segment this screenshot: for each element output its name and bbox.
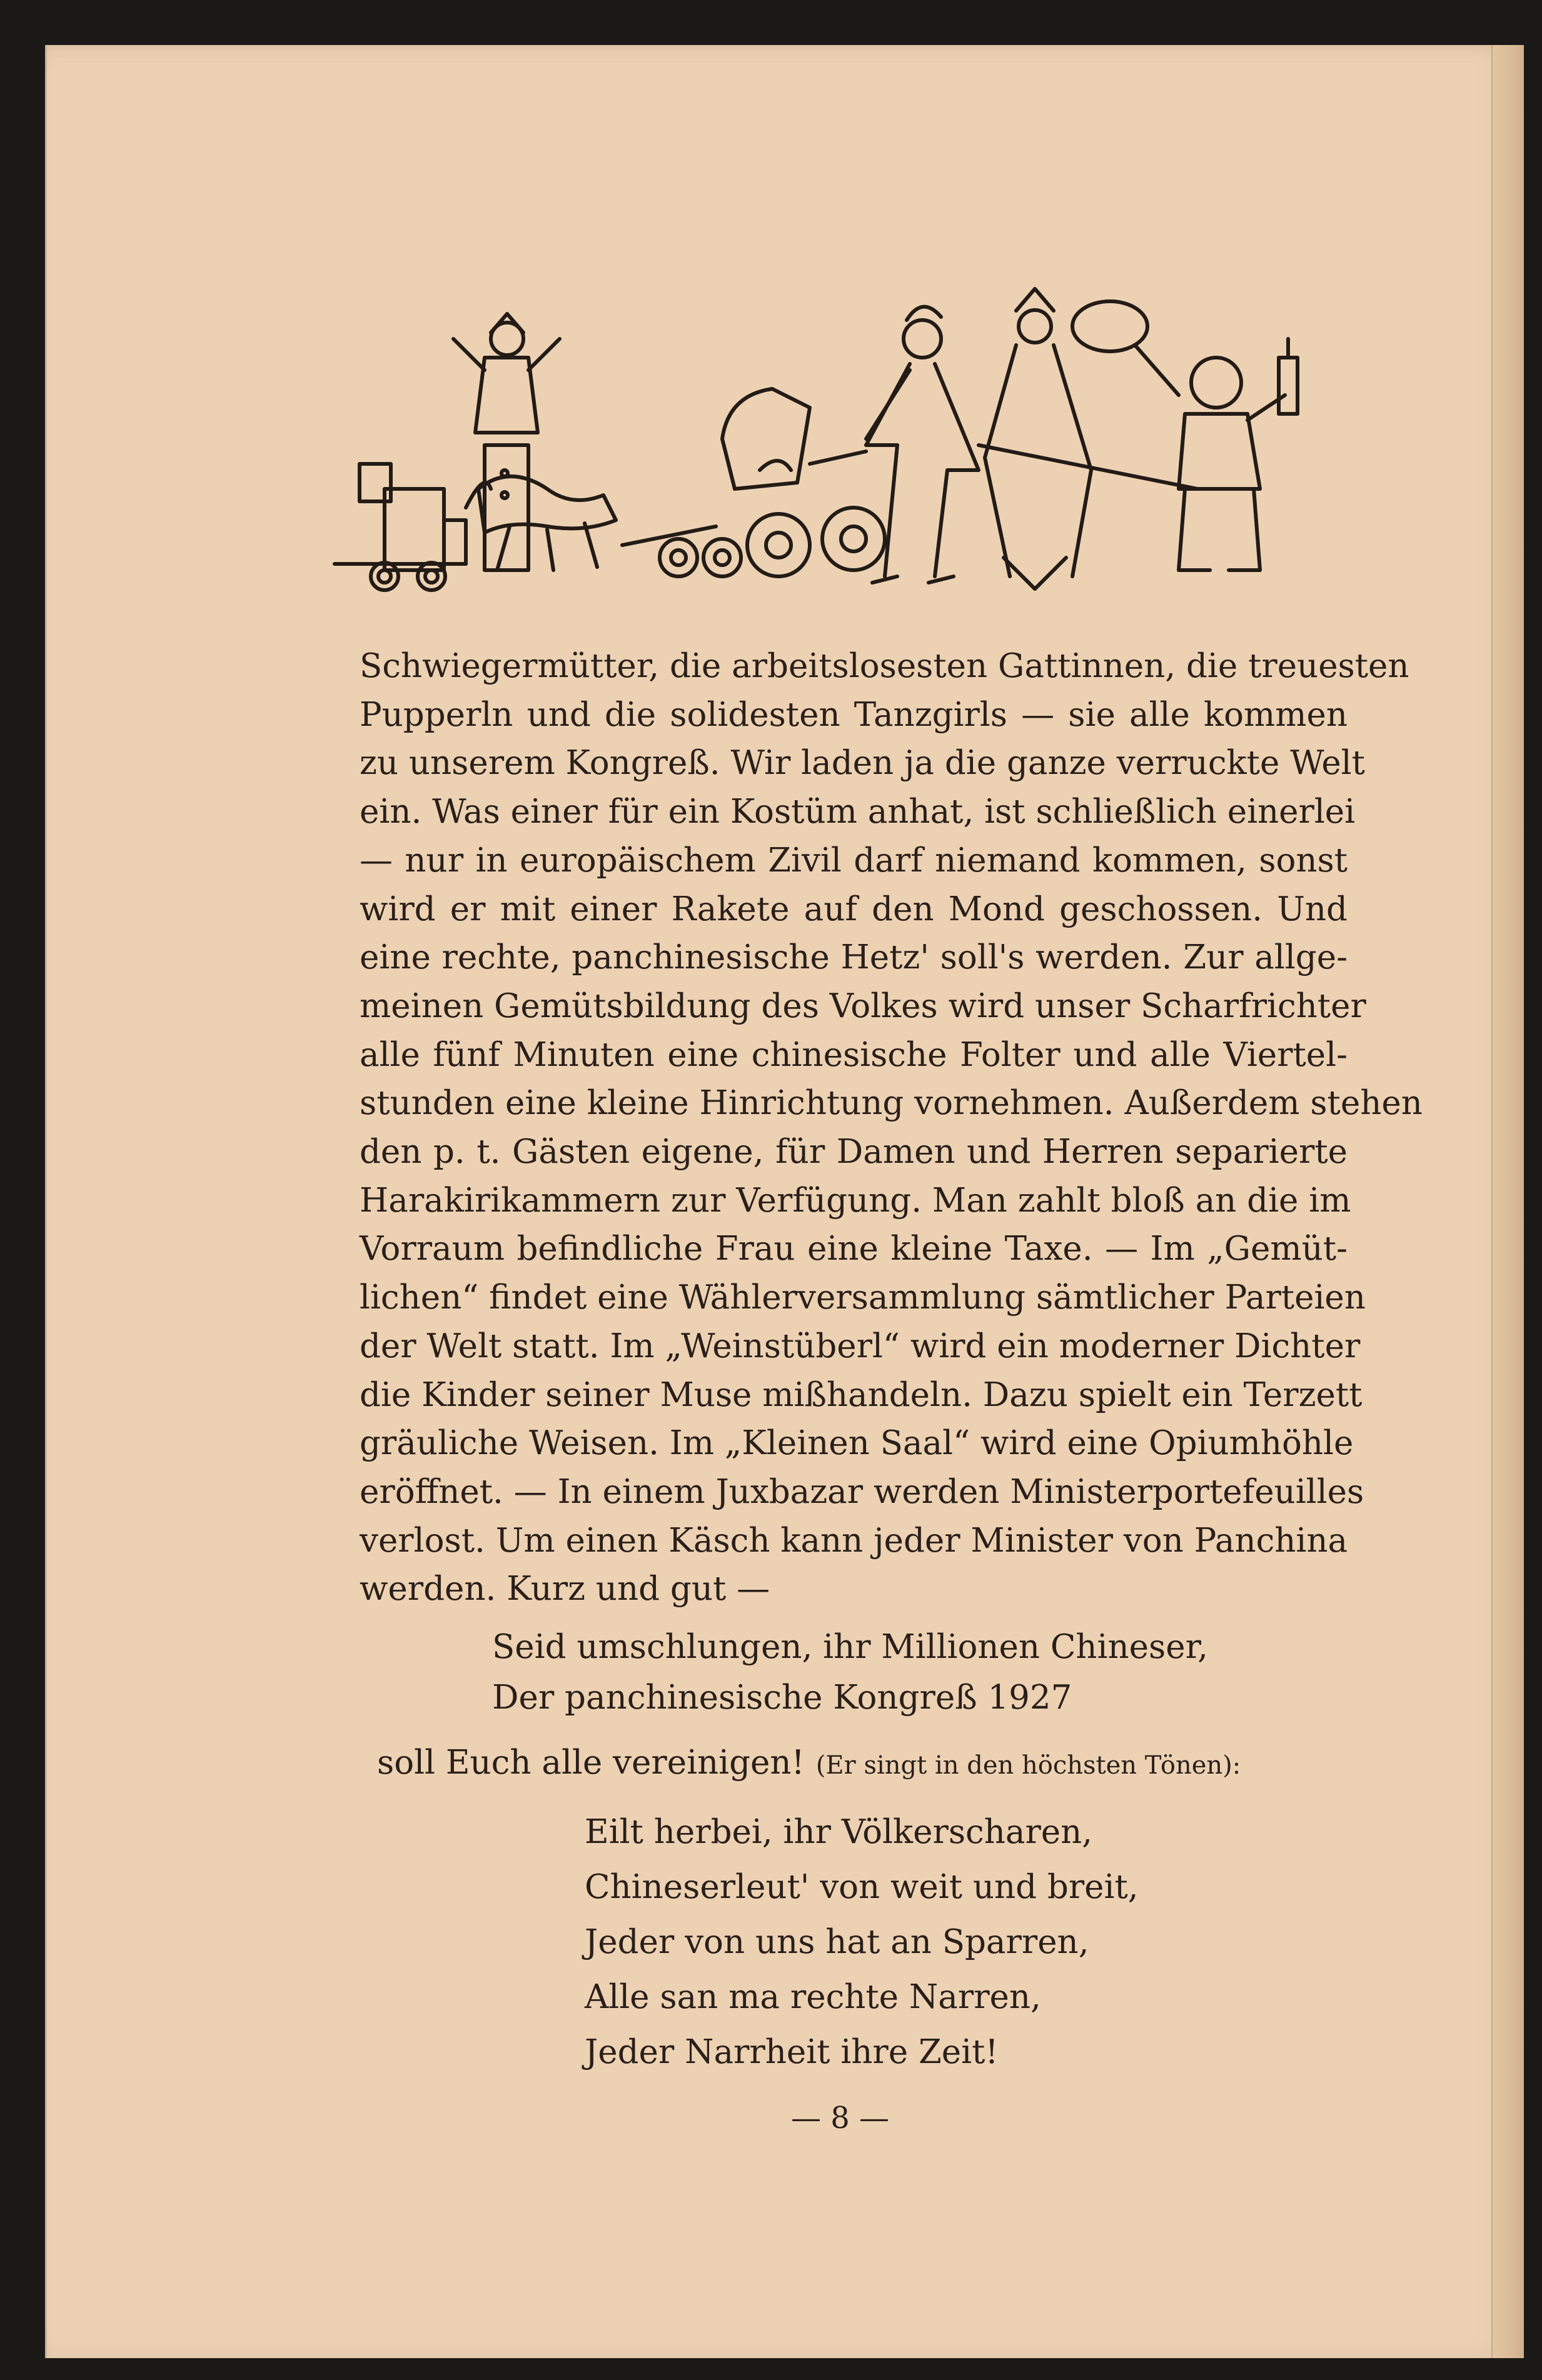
pram-drawing — [722, 389, 885, 576]
song-line: Alle san ma rechte Narren, — [585, 1978, 1041, 2016]
text-line: werden. Kurz und gut — — [360, 1570, 770, 1609]
song-verse — [585, 1805, 1139, 2080]
text-line: gräuliche Weisen. Im „Kleinen Saal“ wird eine Opiumhöhle — [360, 1424, 1354, 1463]
verse-line: Seid umschlungen, ihr Millionen Chineser, — [492, 1628, 1208, 1666]
lantern-drawing — [1072, 301, 1179, 395]
text-line: zu unserem Kongreß. Wir laden ja die ganze verruckte Welt — [360, 744, 1365, 783]
text-line: ein. Was einer für ein Kostüm anhat, ist schließlich einerlei — [360, 793, 1356, 831]
text-line: Schwiegermütter, die arbeitslosesten Gattinnen, die treuesten — [360, 647, 1409, 685]
executioner-figure-drawing — [979, 289, 1197, 589]
song-line: Chineserleut' von weit und breit, — [585, 1868, 1139, 1906]
verse-line: Der panchinesische Kongreß 1927 — [492, 1679, 1072, 1717]
text-line: der Welt statt. Im „Weinstüberl“ wird ein moderner Dichter — [360, 1327, 1361, 1365]
toy-train-drawing — [335, 464, 466, 590]
text-line: den p. t. Gästen eigene, für Damen und Herren separierte — [360, 1133, 1348, 1172]
bottle-man-figure-drawing — [1179, 339, 1298, 570]
text-line: alle fünf Minuten eine chinesische Folter und alle Viertel- — [360, 1035, 1348, 1074]
stage-direction: (Er singt in den höchsten Tönen): — [815, 1751, 1241, 1780]
body-text — [360, 642, 1423, 1614]
procession-illustration — [322, 283, 1360, 608]
main-paragraph — [360, 642, 1423, 1614]
text-line: Vorraum befindliche Frau eine kleine Taxe. — Im „Gemüt- — [360, 1230, 1348, 1268]
text-line: verlost. Um einen Käsch kann jeder Minister von Panchina — [360, 1521, 1348, 1560]
page-number: — 8 — — [791, 2101, 890, 2136]
song-line: Eilt herbei, ihr Völkerscharen, — [585, 1813, 1093, 1851]
next-page-edge — [1491, 45, 1524, 2358]
text-line: — nur in europäischem Zivil darf niemand kommen, sonst — [360, 841, 1348, 880]
text-line: eine rechte, panchinesische Hetz' soll's werden. Zur allge- — [360, 938, 1348, 977]
book-page — [45, 45, 1524, 2358]
text-line: Harakirikammern zur Verfügung. Man zahlt bloß an die im — [360, 1181, 1351, 1220]
song-line: Jeder von uns hat an Sparren, — [585, 1923, 1089, 1961]
text-line: stunden eine kleine Hinrichtung vornehmen. Außerdem stehen — [360, 1084, 1423, 1123]
text-line: die Kinder seiner Muse mißhandeln. Dazu spielt ein Terzett — [360, 1375, 1363, 1414]
wagon-drawing — [622, 526, 741, 576]
verse-intro — [492, 1622, 1208, 1723]
text-line: wird er mit einer Rakete auf den Mond geschossen. Und — [360, 890, 1348, 928]
text-line: meinen Gemütsbildung des Volkes wird unser Scharfrichter — [360, 987, 1366, 1025]
text-line: Pupperln und die solidesten Tanzgirls — sie alle kommen — [360, 695, 1348, 734]
invite-line — [377, 1744, 1241, 1782]
text-line: eröffnet. — In einem Juxbazar werden Ministerportefeuilles — [360, 1472, 1364, 1511]
invite-text: soll Euch alle vereinigen! — [377, 1744, 805, 1782]
text-line: lichen“ findet eine Wählerversammlung sämtlicher Parteien — [360, 1278, 1366, 1317]
song-line: Jeder Narrheit ihre Zeit! — [585, 2033, 999, 2071]
rocking-horse-drawing — [466, 476, 616, 570]
